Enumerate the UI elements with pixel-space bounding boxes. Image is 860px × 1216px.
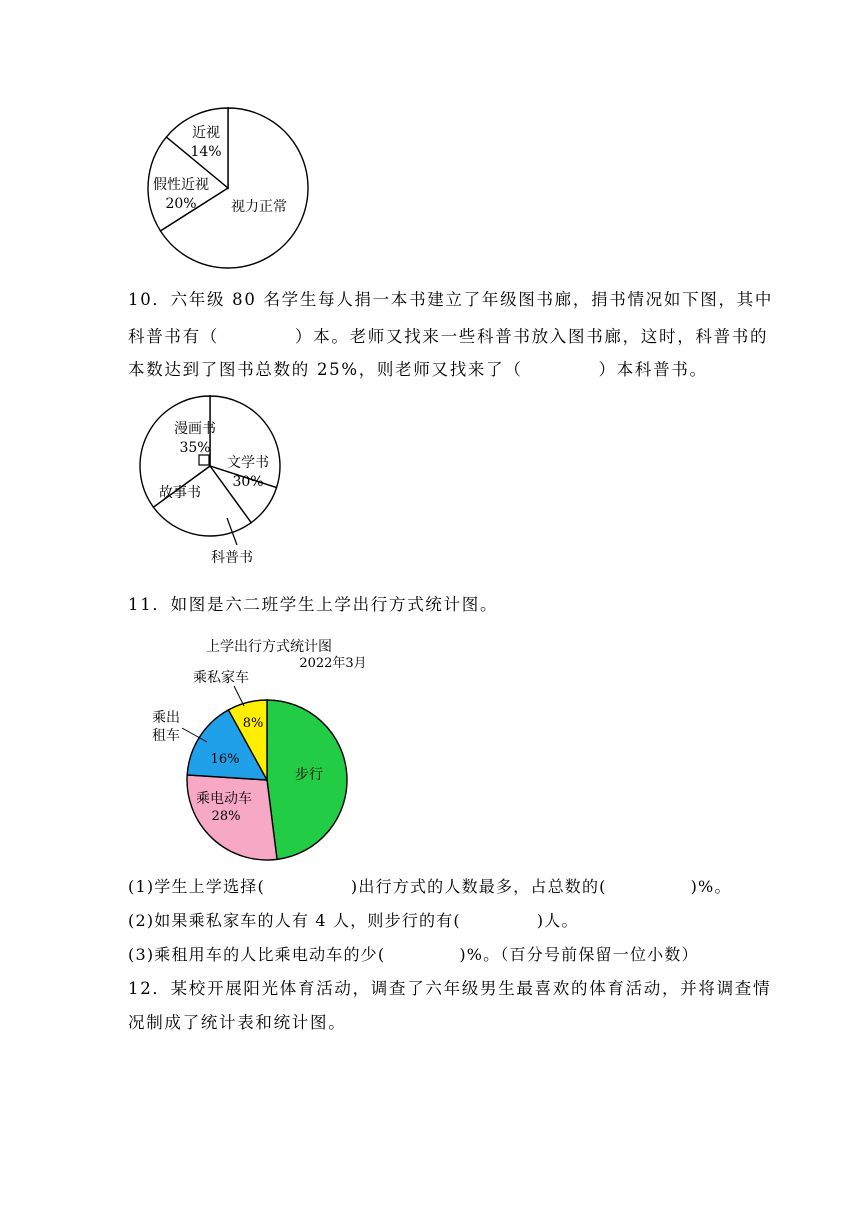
q10-line-3b: ）本科普书。 [598,360,708,379]
pie3-label-private-car: 乘私家车 [193,670,249,686]
pie3-label-taxi-2: 租车 [152,728,180,744]
pie3-value-ebike: 28% [211,809,241,824]
q10-line-1: 10．六年级 80 名学生每人捐一本书建立了年级图书廊，捐书情况如下图，其中 [128,290,774,309]
q10-line-2a: 科普书有（ [128,327,219,346]
q11-sub-3b: )%。（百分号前保留一位小数） [459,945,699,964]
q12-line-2: 况制成了统计表和统计图。 [128,1013,347,1032]
pie3-date: 2022年3月 [299,656,367,671]
q11-sub-1b: )出行方式的人数最多，占总数的( [350,877,607,896]
pie2-label-comics: 漫画书 [174,421,216,437]
pie3-label-taxi-1: 乘出 [152,710,180,726]
q11-sub-1c: )%。 [690,877,732,896]
pie2-label-literature: 文学书 [227,455,269,471]
pie1-value-pseudo-myopia: 20% [165,196,197,212]
pie3-value-taxi: 16% [210,752,240,767]
pie1-label-normal: 视力正常 [231,199,287,215]
q11-sub-2 [128,911,579,931]
q10-line-3a: 本数达到了图书总数的 25%，则老师又找来了（ [128,360,523,379]
pie1-label-pseudo-myopia: 假性近视 [153,177,209,193]
pie3-private-car-leader [234,686,244,706]
pie3-label-ebike: 乘电动车 [196,791,252,807]
pie2-label-science: 科普书 [211,550,253,566]
pie2-value-literature: 30% [232,474,264,490]
q11-line-1: 11．如图是六二班学生上学出行方式统计图。 [128,595,499,614]
q11-sub-1 [128,877,732,897]
q11-sub-3 [128,945,699,965]
q11-sub-3a: (3)乘租用车的人比乘电动车的少( [128,945,386,964]
pie1-value-myopia: 14% [190,144,222,160]
q11-sub-1a: (1)学生上学选择( [128,877,265,896]
q10-line-2b: ）本。老师又找来一些科普书放入图书廊，这时，科普书的 [295,327,769,346]
q11-sub-2a: (2)如果乘私家车的人有 4 人，则步行的有( [128,911,461,930]
pie2-label-stories: 故事书 [159,485,201,501]
pie3-value-private-car: 8% [242,716,264,731]
pie3-label-walk: 步行 [295,767,323,783]
pie2-value-comics: 35% [179,440,211,456]
pie3-title: 上学出行方式统计图 [206,639,332,655]
pie1-label-myopia: 近视 [192,125,220,141]
q11-sub-2b: )人。 [536,911,579,930]
q12-line-1: 12．某校开展阳光体育活动，调查了六年级男生最喜欢的体育活动，并将调查情 [128,979,772,998]
